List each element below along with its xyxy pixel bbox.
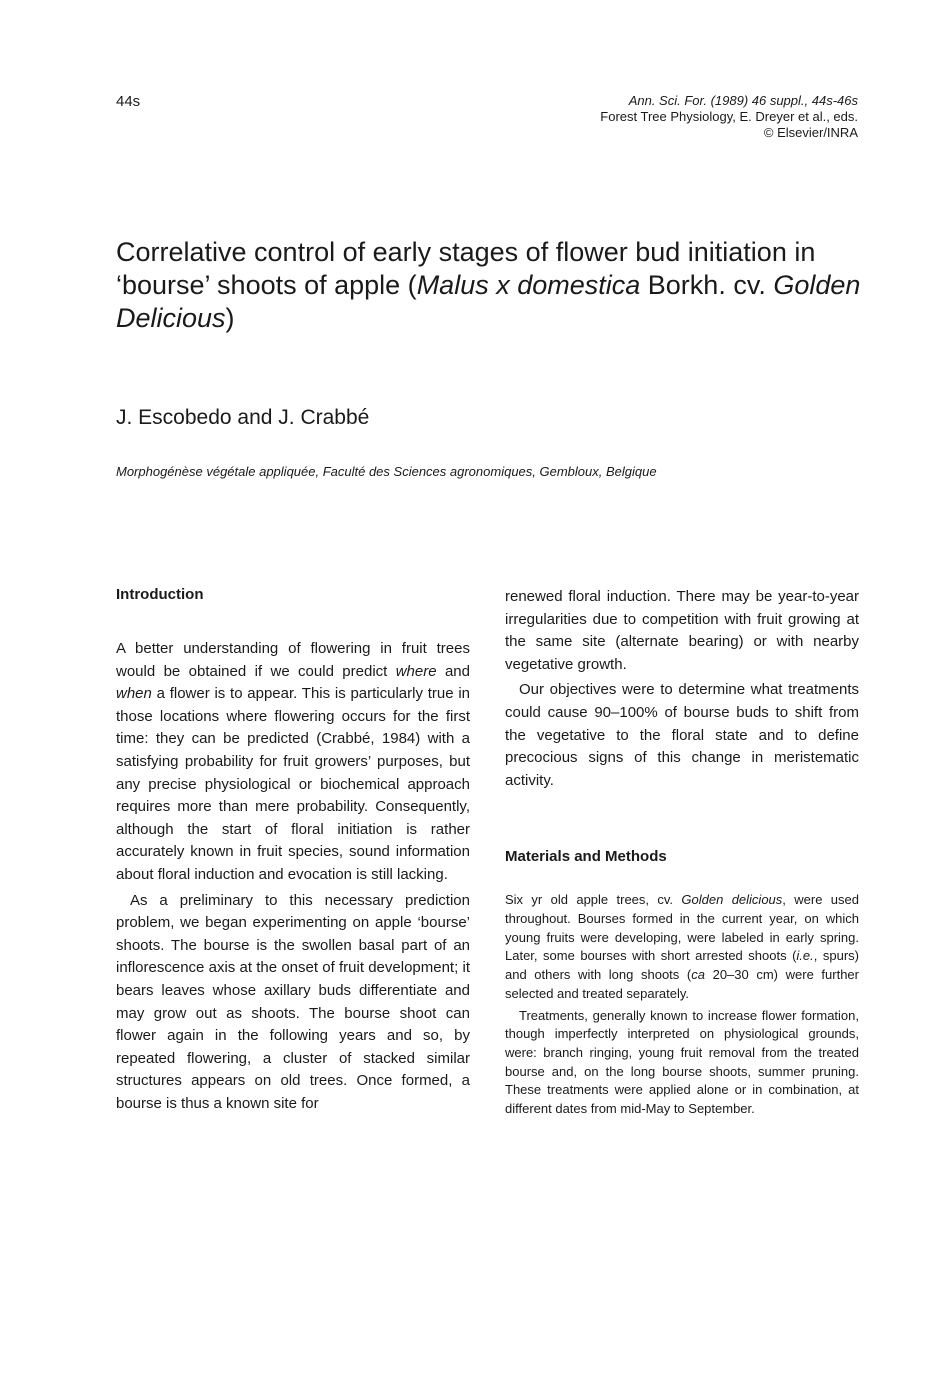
affiliation: Morphogénèse végétale appliquée, Faculté des Sciences agronomiques, Gembloux, Belgique <box>116 464 657 479</box>
methods-p1-ca: ca <box>691 967 705 983</box>
copyright: © Elsevier/INRA <box>763 125 858 140</box>
methods-paragraph-2: Treatments, generally known to increase flower formation, though imperfectly interpreted on physiological grounds, were: branch ringing, young fruit removal from the treated bourse and, on the long bourse shoots, summer pruning. These treatments were applied alone or in combination, at different dates from mid-May to September. <box>505 1007 859 1117</box>
intro-p1-when: when <box>116 685 152 703</box>
intro-p1-b: and <box>436 662 470 680</box>
title-species: Malus x domestica <box>416 270 641 300</box>
right-column <box>505 586 859 1119</box>
intro-p1-where: where <box>395 662 437 680</box>
page-number: 44s <box>116 93 141 110</box>
methods-heading: Materials and Methods <box>505 848 667 866</box>
introduction-paragraph-2-continued: renewed floral induction. There may be year-to-year irregularities due to competition with fruit growing at the same site (alternate bearing) or with nearby vegetative growth. <box>505 588 859 673</box>
authors: J. Escobedo and J. Crabbé <box>116 406 370 429</box>
introduction-heading: Introduction <box>116 586 204 603</box>
journal-info <box>600 93 858 141</box>
methods-p1-a: Six yr old apple trees, cv. <box>505 892 682 908</box>
introduction-paragraph-2: As a preliminary to this necessary prediction problem, we began experimenting on apple ‘bourse’ shoots. The bourse is the swollen basal part of an inflorescence axis at the onset of fruit development; it bears leaves whose axillary buds differentiate and may grow out as shoots. The bourse shoot can flower again in the following years and so, by repeated flowering, a cluster of stacked similar structures appears on old trees. Once formed, a bourse is thus a known site for <box>116 891 470 1112</box>
title-part2: Borkh. cv. <box>640 270 774 300</box>
left-column <box>116 586 470 1115</box>
methods-paragraph-1 <box>505 891 859 1003</box>
journal-editors: Forest Tree Physiology, E. Dreyer et al., eds. <box>600 109 858 124</box>
intro-p1-c: a flower is to appear. This is particularly true in those locations where flowering occurs for the first time: they can be predicted (Crabbé, 1984) with a satisfying probability for fruit growers’ purposes, but any precise physiological or biochemical approach requires more than mere probability. Consequently, although the start of floral initiation is rather accurately known in fruit species, sound information about floral induction and evocation is still lacking. <box>116 685 470 883</box>
methods-p1-d: 20–30 cm) were further selected and treated separately. <box>505 967 859 1001</box>
methods-p1-b: , were used throughout. Bourses formed in the current year, on which young fruits were developing, were labeled in early spring. Later, some bourses with short arrested shoots ( <box>505 892 859 964</box>
title-part1: Correlative control of early stages of flower bud initiation in ‘bourse’ shoots of apple ( <box>116 237 816 300</box>
journal-citation: Ann. Sci. For. (1989) 46 suppl., 44s-46s <box>628 93 858 108</box>
article-title <box>116 236 876 335</box>
introduction-paragraph-3: Our objectives were to determine what treatments could cause 90–100% of bourse buds to shift from the vegetative to the floral state and to define precocious signs of this change in meristematic activity. <box>505 681 859 789</box>
introduction-paragraph-1 <box>116 638 470 887</box>
intro-p1-a: A better understanding of flowering in fruit trees would be obtained if we could predict <box>116 640 470 680</box>
title-part3: ) <box>225 303 235 333</box>
methods-p1-cv: Golden delicious <box>681 892 783 908</box>
title-cultivar: Golden Delicious <box>116 270 861 333</box>
methods-p1-c: , spurs) and others with long shoots ( <box>505 948 859 983</box>
methods-p1-ie: i.e. <box>796 948 814 964</box>
